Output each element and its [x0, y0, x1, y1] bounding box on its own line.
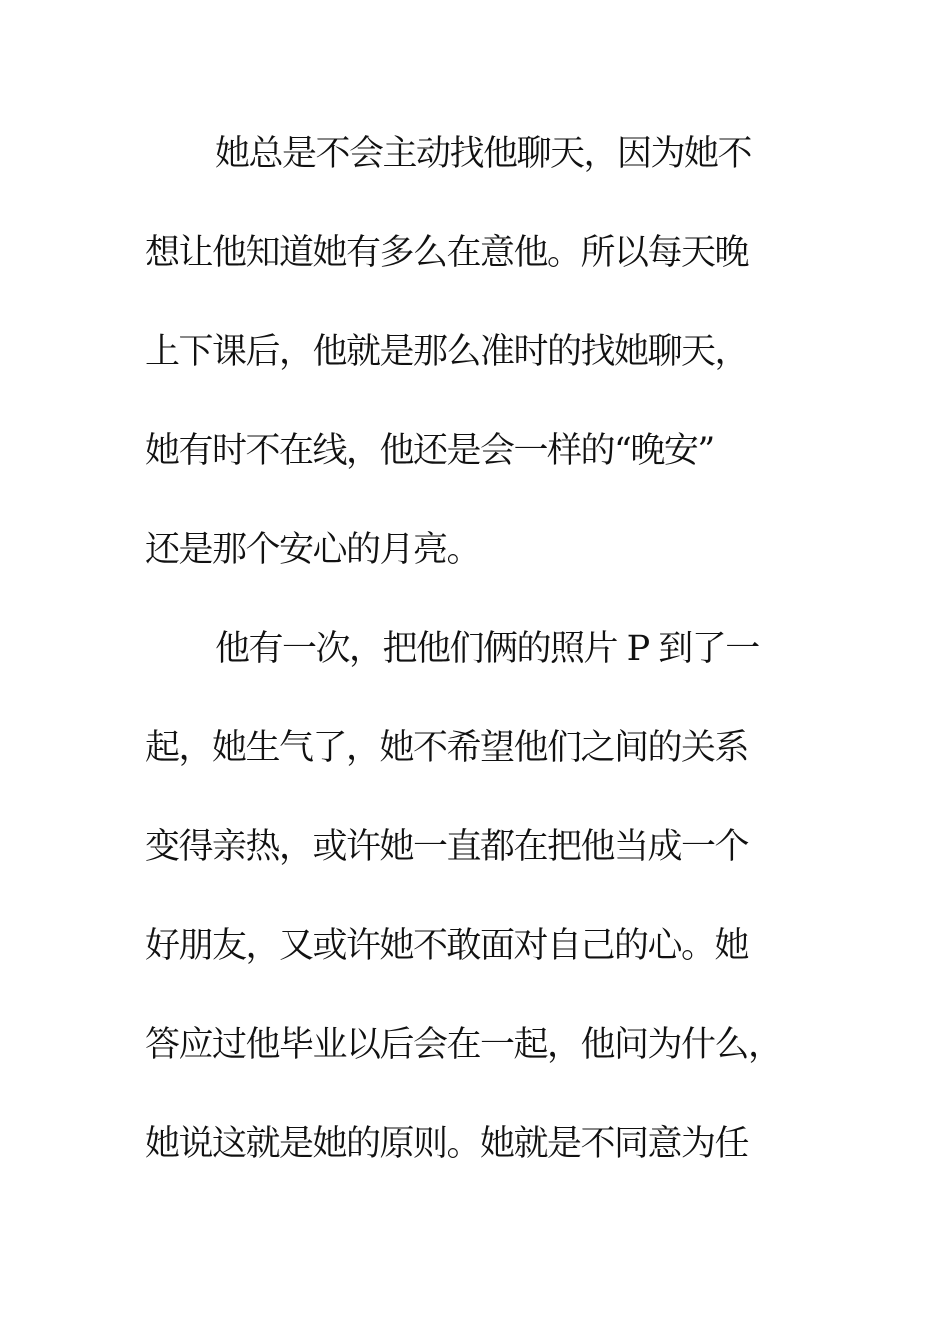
text-line: 好朋友，又或许她不敢面对自己的心。她: [145, 926, 749, 966]
text-line: 起，她生气了，她不希望他们之间的关系: [145, 728, 749, 768]
text-line: 上下课后，他就是那么准时的找她聊天，: [145, 332, 749, 372]
text-line: 想让他知道她有多么在意他。所以每天晚: [145, 233, 749, 273]
text-line: 她总是不会主动找他聊天，因为她不: [215, 134, 752, 174]
text-line: 答应过他毕业以后会在一起，他问为什么，: [145, 1025, 782, 1065]
text-line: 还是那个安心的月亮。: [145, 530, 481, 570]
text-line: 她有时不在线，他还是会一样的“晚安”: [145, 431, 714, 471]
text-line: 她说这就是她的原则。她就是不同意为任: [145, 1124, 749, 1164]
text-line: 变得亲热，或许她一直都在把他当成一个: [145, 827, 749, 867]
text-line: 他有一次，把他们俩的照片 P 到了一: [215, 629, 759, 669]
